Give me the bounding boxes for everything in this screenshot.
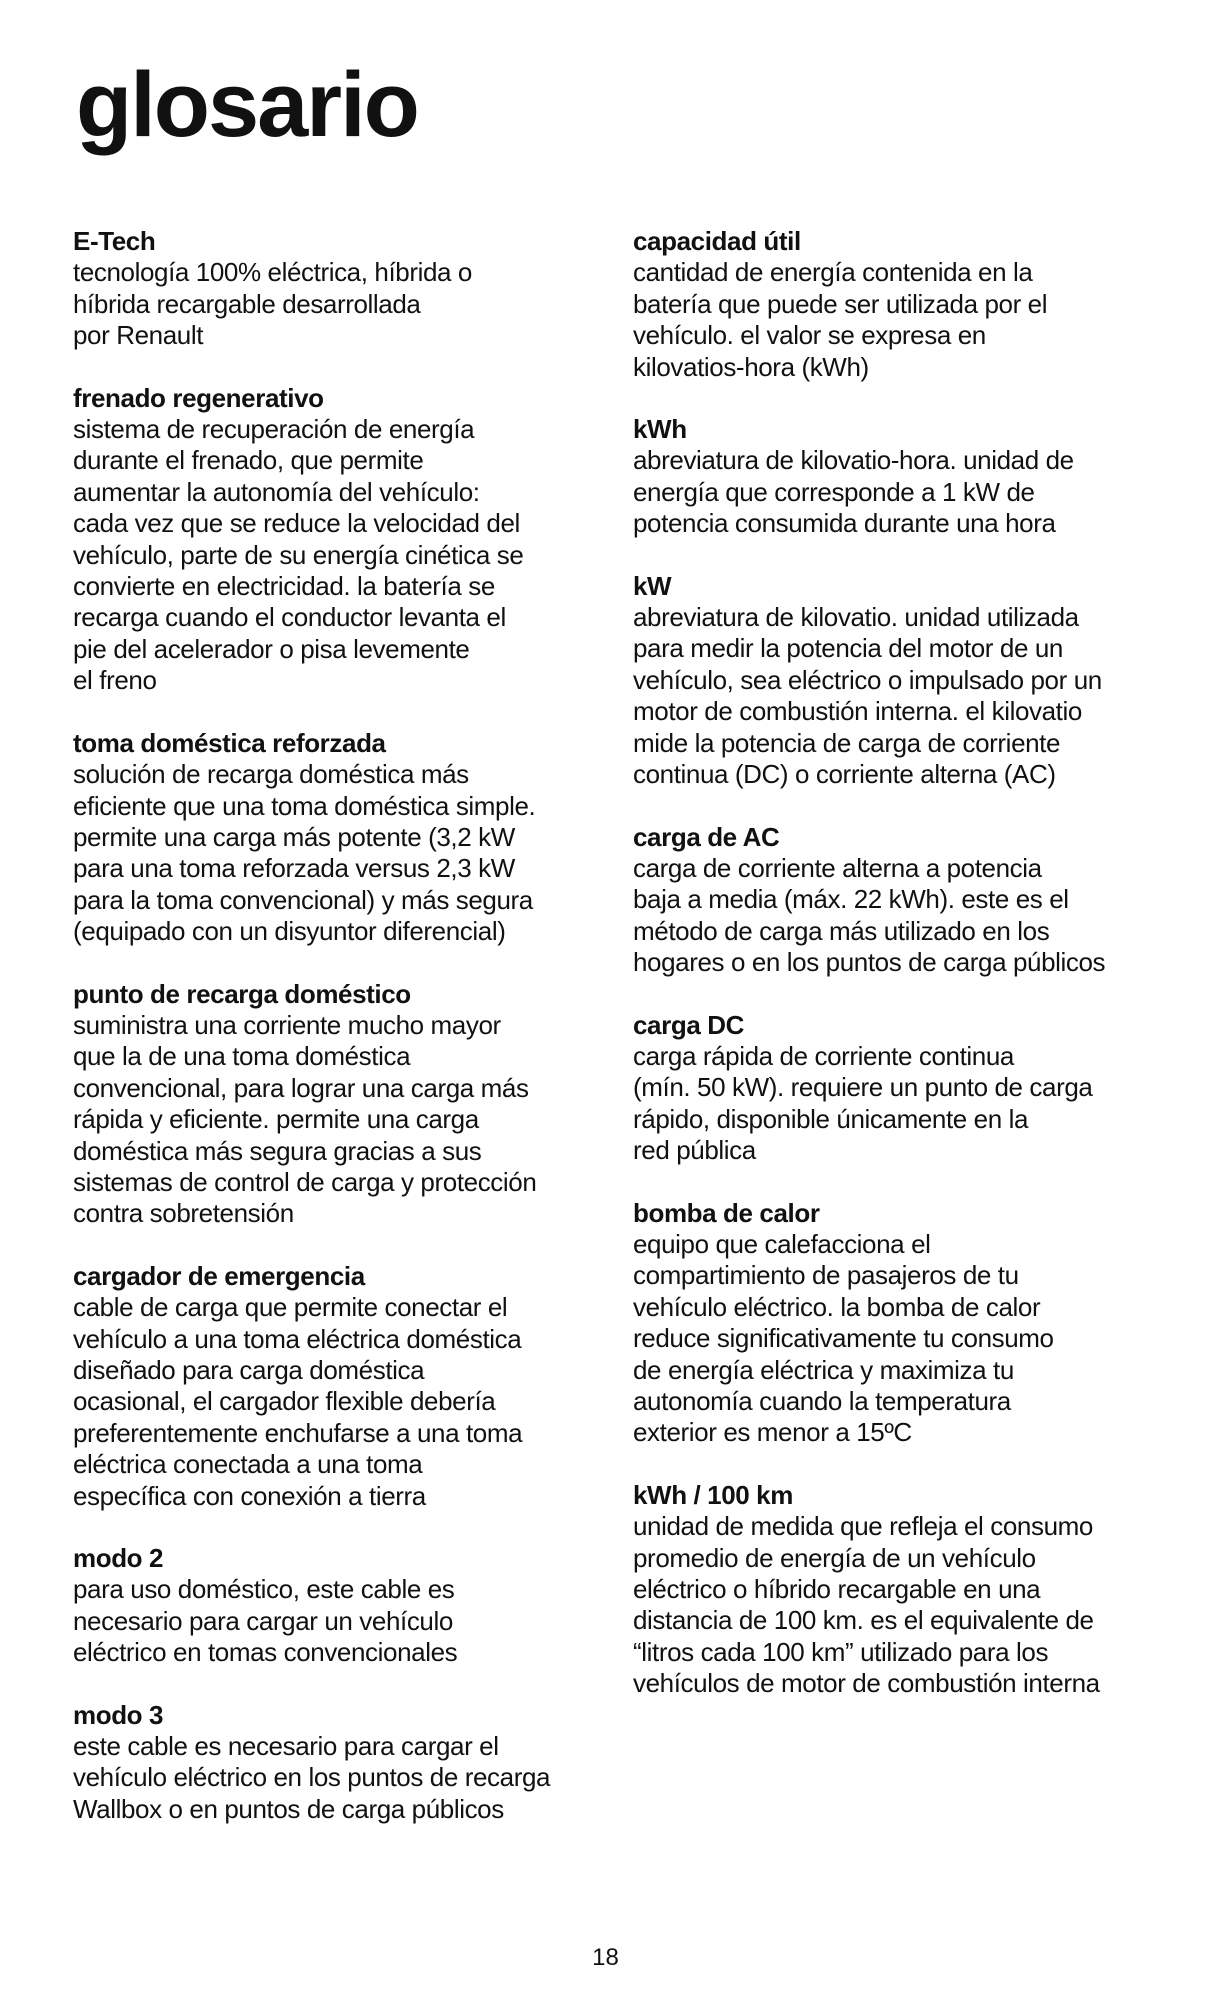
page-number: 18 <box>592 1944 619 1971</box>
glossary-entry-toma-domestica-reforzada <box>73 728 613 948</box>
glossary-term: bomba de calor <box>633 1197 820 1228</box>
glossary-term: modo 3 <box>73 1699 164 1730</box>
glossary-entry-frenado-regenerativo <box>73 383 613 697</box>
glossary-right-column <box>633 226 1173 1731</box>
glossary-entry-cargador-de-emergencia <box>73 1261 613 1512</box>
glossary-entry-capacidad-util <box>633 226 1173 383</box>
glossary-definition: cable de carga que permite conectar el vehículo a una toma eléctrica doméstica diseñado para carga doméstica ocasional, el cargador flexible debería preferentemente enchufarse a una toma eléctrica conectada a una toma específica con conexión a tierra <box>73 1292 523 1511</box>
glossary-definition: abreviatura de kilovatio-hora. unidad de energía que corresponde a 1 kW de potencia consumida durante una hora <box>633 445 1074 539</box>
glossary-term: cargador de emergencia <box>73 1260 365 1291</box>
glossary-entry-kwh-100km <box>633 1480 1173 1700</box>
glossary-term: kWh <box>633 414 687 445</box>
glossary-definition: abreviatura de kilovatio. unidad utilizada para medir la potencia del motor de un vehículo, sea eléctrico o impulsado por un motor de combustión interna. el kilovatio mide la potencia de carga de corriente continua (DC) o corriente alterna (AC) <box>633 602 1102 790</box>
glossary-term: carga de AC <box>633 821 780 852</box>
glossary-definition: sistema de recuperación de energía durante el frenado, que permite aumentar la autonomía del vehículo: cada vez que se reduce la velocidad del vehículo, parte de su energía cinética se convierte en electricidad. la batería se recarga cuando el conductor levanta el pie del acelerador o pisa levemente el freno <box>73 414 524 696</box>
page-title: glosario <box>76 54 418 156</box>
glossary-entry-e-tech <box>73 226 613 352</box>
glossary-definition: carga rápida de corriente continua (mín. 50 kW). requiere un punto de carga rápido, disponible únicamente en la red pública <box>633 1040 1093 1166</box>
glossary-definition: este cable es necesario para cargar el vehículo eléctrico en los puntos de recarga Wallbox o en puntos de carga públicos <box>73 1731 551 1824</box>
glossary-term: frenado regenerativo <box>73 382 324 413</box>
glossary-definition: tecnología 100% eléctrica, híbrida o híbrida recargable desarrollada por Renault <box>73 257 472 351</box>
glossary-term: modo 2 <box>73 1543 164 1574</box>
glossary-entry-carga-dc <box>633 1010 1173 1167</box>
glossary-entry-modo-3 <box>73 1700 613 1826</box>
glossary-entry-punto-de-recarga <box>73 979 613 1230</box>
glossary-definition: unidad de medida que refleja el consumo promedio de energía de un vehículo eléctrico o híbrido recargable en una distancia de 100 km. es el equivalente de “litros cada 100 km” utilizado para los vehículos de motor de combustión interna <box>633 1511 1100 1699</box>
glossary-definition: cantidad de energía contenida en la batería que puede ser utilizada por el vehículo. el valor se expresa en kilovatios-hora (kWh) <box>633 257 1048 382</box>
glossary-entry-kwh <box>633 414 1173 540</box>
glossary-term: carga DC <box>633 1009 744 1040</box>
glossary-entry-bomba-de-calor <box>633 1198 1173 1449</box>
glossary-entry-modo-2 <box>73 1543 613 1669</box>
glossary-left-column <box>73 226 613 1856</box>
glossary-definition: solución de recarga doméstica más eficiente que una toma doméstica simple. permite una carga más potente (3,2 kW para una toma reforzada versus 2,3 kW para la toma convencional) y más segura (equipado con un disyuntor diferencial) <box>73 759 536 947</box>
glossary-definition: para uso doméstico, este cable es necesario para cargar un vehículo eléctrico en tomas convencionales <box>73 1574 458 1668</box>
glossary-definition: equipo que calefacciona el compartimiento de pasajeros de tu vehículo eléctrico. la bomba de calor reduce significativamente tu consumo de energía eléctrica y maximiza tu autonomía cuando la temperatura exterior es menor a 15ºC <box>633 1228 1054 1448</box>
glossary-term: kW <box>633 570 672 601</box>
glossary-term: punto de recarga doméstico <box>73 978 411 1009</box>
glossary-definition: suministra una corriente mucho mayor que la de una toma doméstica convencional, para lograr una carga más rápida y eficiente. permite una carga doméstica más segura gracias a sus sistemas de control de carga y protección contra sobretensión <box>73 1009 537 1229</box>
glossary-term: kWh / 100 km <box>633 1479 793 1510</box>
glossary-entry-kw <box>633 571 1173 791</box>
glossary-term: capacidad útil <box>633 226 801 256</box>
glossary-term: toma doméstica reforzada <box>73 727 386 758</box>
glossary-entry-carga-ac <box>633 822 1173 979</box>
glossary-term: E-Tech <box>73 226 156 256</box>
glossary-definition: carga de corriente alterna a potencia baja a media (máx. 22 kWh). este es el método de carga más utilizado en los hogares o en los puntos de carga públicos <box>633 852 1106 978</box>
